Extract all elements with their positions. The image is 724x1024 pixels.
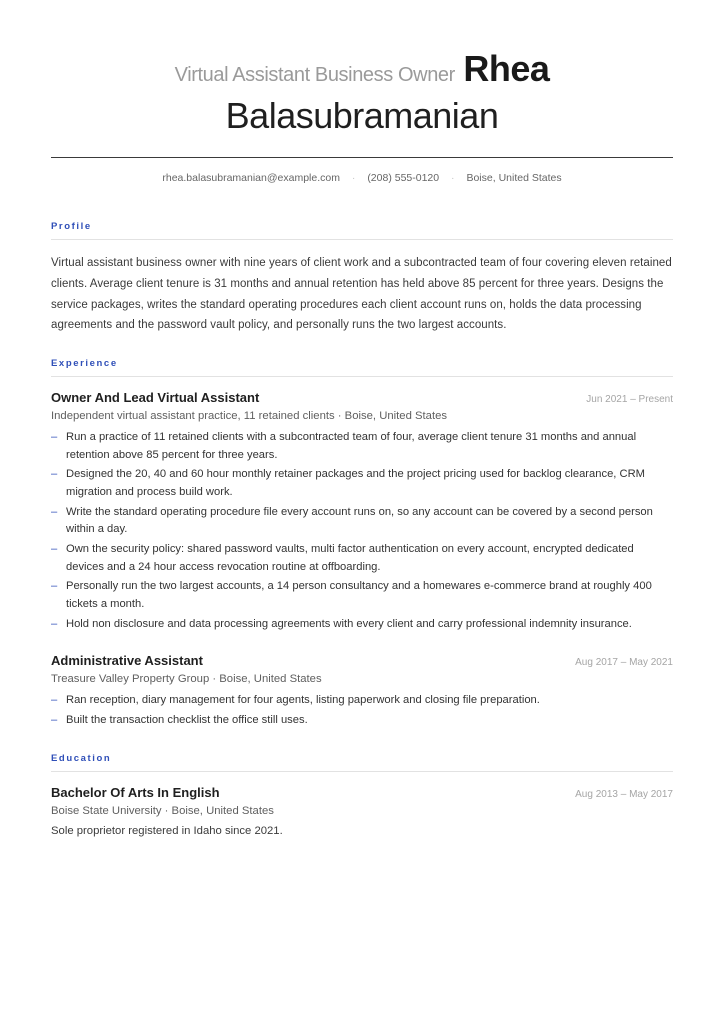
job-bullet [51,712,673,730]
job-bullet [51,429,673,464]
job-bullet-list [51,692,673,729]
contact-phone[interactable]: (208) 555-0120 [367,172,440,184]
name-title-line [51,50,673,96]
bullet-text: Designed the 20, 40 and 60 hour monthly retainer packages and the project pricing used for backlog clearance, CRM migration and process build work. [66,468,645,499]
contact-location: Boise, United States [466,172,562,184]
bullet-marker: – [51,505,58,518]
entry-header [51,653,673,668]
job-position-title: Owner And Lead Virtual Assistant [51,390,260,406]
bullet-text: Run a practice of 11 retained clients with a subcontracted team of four, average client tenure 31 months and annual retention above 85 percent for three years. [66,431,637,461]
entry-header [51,785,673,800]
school-name: Boise State University · Boise, United States [51,805,274,818]
header-divider [51,157,673,158]
education-section [51,753,673,837]
first-name: Rhea [463,48,550,89]
job-bullet [51,466,673,501]
bullet-text: Personally run the two largest accounts, a 14 person consultancy and a homewares e-commerce brand at roughly 400 tickets a month. [66,580,652,610]
bullet-text: Built the transaction checklist the office still uses. [66,713,308,726]
profile-summary: Virtual assistant business owner with nine years of client work and a subcontracted team of four covering eleven retained clients. Average client tenure is 31 months and annual retention has held above 85 percent for three years. Designs the service packages, writes the standard operating procedures each client account runs on, holds the data processing agreements and the password vault policy, and personally runs the two largest accounts. [51,257,672,332]
bullet-text: Own the security policy: shared password vaults, multi factor authentication on every account, encrypted dedicated devices and a 24 hour access revocation routine at offboarding. [66,543,634,573]
resume-header [51,0,673,184]
bullet-marker: – [51,580,58,593]
experience-section [51,358,673,729]
entry-header [51,390,673,405]
bullet-marker: – [51,617,58,630]
section-heading-experience: Experience [51,358,673,377]
bullet-text: Write the standard operating procedure file every account runs on, so any account can be covered by a second person within a day. [66,505,653,536]
experience-entry [51,390,673,633]
degree-title: Bachelor Of Arts In English [51,785,220,801]
section-heading-education: Education [51,753,673,772]
job-dates: Jun 2021 – Present [586,394,673,406]
job-position-title: Administrative Assistant [51,653,203,669]
education-entry [51,785,673,837]
bullet-marker: – [51,431,58,444]
job-bullet-list [51,429,673,633]
bullet-marker: – [51,713,58,726]
contact-separator: · [451,172,455,184]
resume-page [51,0,673,837]
job-bullet [51,692,673,710]
job-title: Virtual Assistant Business Owner [174,64,455,86]
contact-email[interactable]: rhea.balasubramanian@example.com [162,172,340,184]
job-bullet [51,616,673,634]
job-bullet [51,578,673,613]
job-organization: Treasure Valley Property Group · Boise, United States [51,673,322,686]
education-note: Sole proprietor registered in Idaho since 2021. [51,825,283,838]
bullet-marker: – [51,694,58,707]
job-bullet [51,541,673,576]
job-bullet [51,504,673,539]
profile-section [51,221,673,336]
education-dates: Aug 2013 – May 2017 [575,789,673,801]
bullet-text: Ran reception, diary management for four agents, listing paperwork and closing file preparation. [66,694,540,707]
contact-line [51,172,673,184]
experience-entry [51,653,673,729]
contact-separator: · [351,172,356,184]
job-organization: Independent virtual assistant practice, 11 retained clients · Boise, United States [51,410,448,423]
bullet-text: Hold non disclosure and data processing agreements with every client and carry professional indemnity insurance. [66,617,632,630]
bullet-marker: – [51,468,58,481]
job-dates: Aug 2017 – May 2021 [575,657,673,669]
last-name: Balasubramanian [225,95,499,136]
section-heading-profile: Profile [51,221,673,240]
bullet-marker: – [51,543,58,556]
